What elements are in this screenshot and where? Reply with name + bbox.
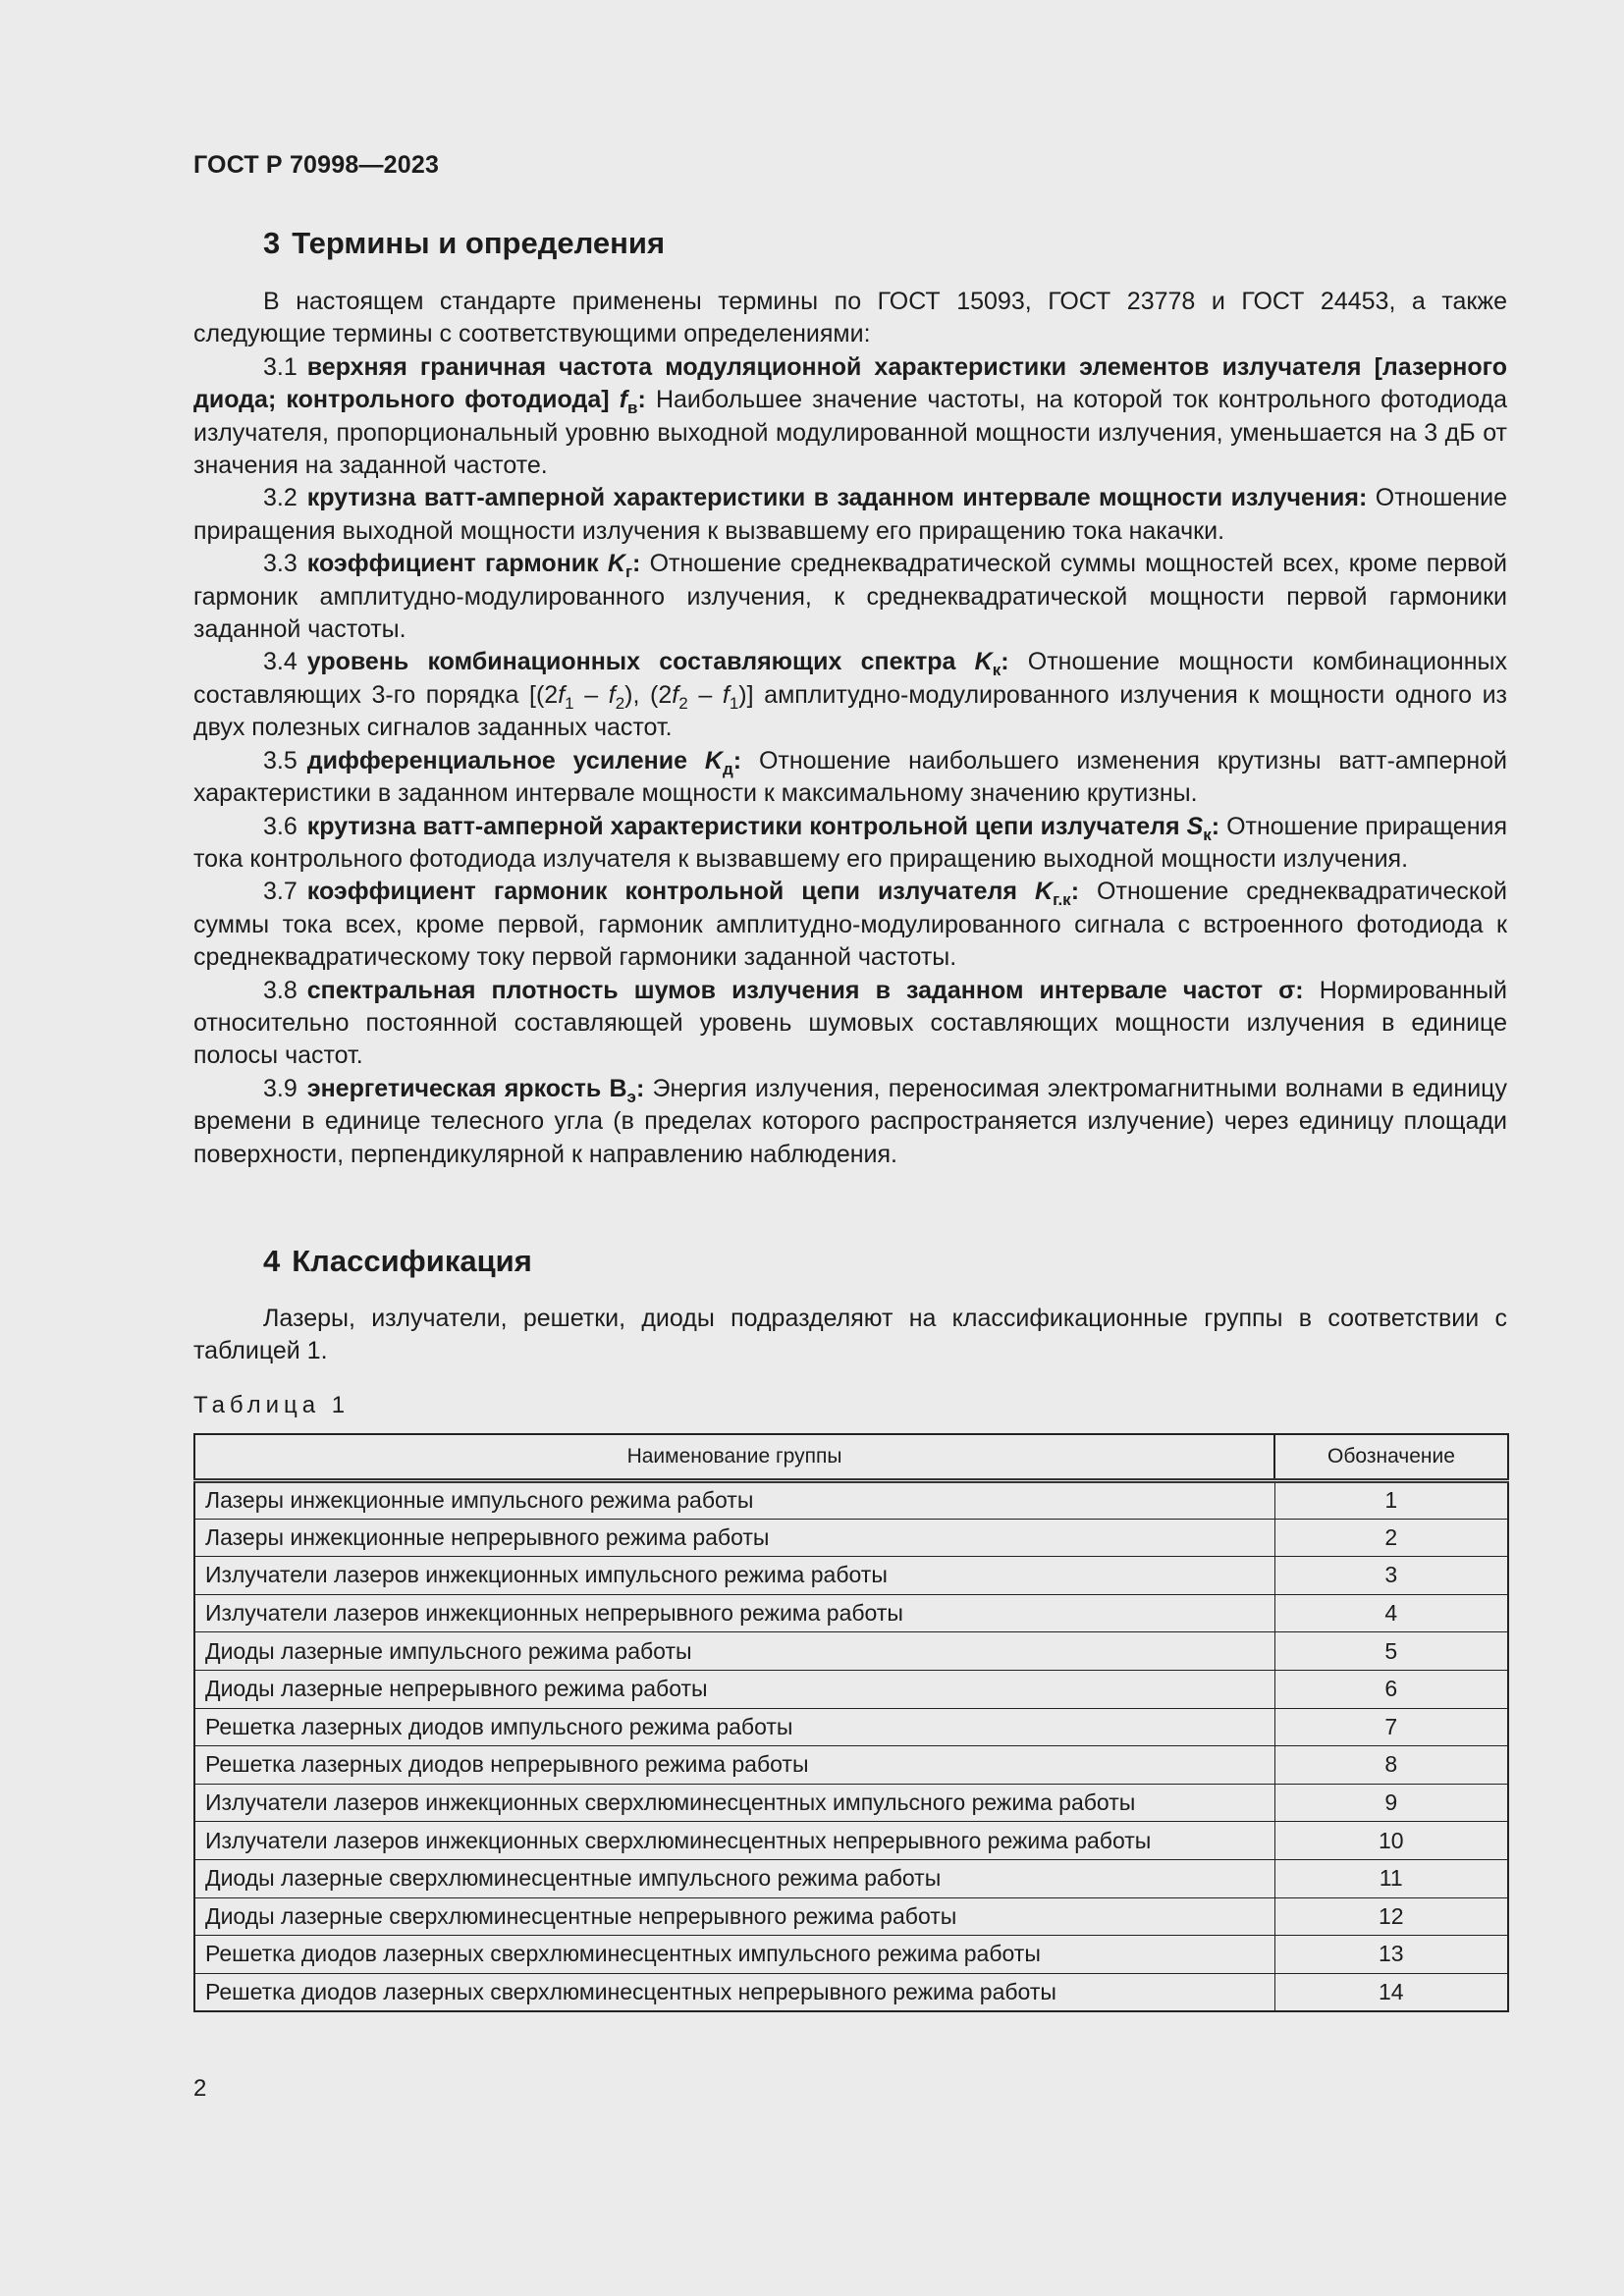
group-code: 4 (1274, 1594, 1508, 1632)
section-3-body (193, 286, 1507, 1171)
column-header-name: Наименование группы (194, 1434, 1274, 1481)
section-title: Классификация (292, 1244, 532, 1278)
table-row (194, 1784, 1508, 1822)
group-name: Решетка диодов лазерных сверхлюминесцентных непрерывного режима работы (194, 1973, 1274, 2011)
group-name: Излучатели лазеров инжекционных сверхлюминесцентных непрерывного режима работы (194, 1822, 1274, 1860)
term-title: верхняя граничная частота модуляционной характеристики элементов излучателя [лазерного диода; контрольного фотодиода] (193, 352, 1507, 414)
section-number: 4 (263, 1244, 281, 1278)
term-definition-a: Отношение мощности комбинационных составляющих 3-го порядка [(2 (193, 648, 1508, 709)
term-3-8: 3.8 спектральная плотность шумов излучения в заданном интервале частот σ: Нормированный относительно постоянной составляющей уровень шумовых составляющих мощности излучения в единице полосы частот. (193, 976, 1507, 1070)
group-name: Излучатели лазеров инжекционных сверхлюминесцентных импульсного режима работы (194, 1784, 1274, 1822)
term-3-2: 3.2 крутизна ватт-амперной характеристики в заданном интервале мощности излучения: Отношение приращения выходной мощности излучения к вызвавшему его приращению тока накачки. (193, 484, 1508, 545)
table-row (194, 1519, 1508, 1557)
term-symbol-sub: г (624, 562, 633, 582)
term-symbol-sub: к (1203, 825, 1212, 844)
term-definition: Отношение среднеквадратической суммы тока всех, кроме первой, гармоник амплитудно-модулированного сигнала с встроенного фотодиода к среднеквадратическому току первой гармоники заданной частоты. (193, 878, 1507, 972)
term-symbol: K (974, 648, 993, 676)
term-3-9: 3.9 энергетическая яркость $В_э$: Энергия излучения, переносимая электромагнитными волнами в единицу времени в единице телесного угла (в пределах которого распространяется излучение) через единицу площади поверхности, перпендикулярной к направлению наблюдения. (193, 1074, 1507, 1168)
term-number: 3.5 (263, 746, 298, 774)
formula-minus: – (687, 680, 723, 709)
group-code: 1 (1274, 1481, 1508, 1520)
term-definition: Энергия излучения, переносимая электромагнитными волнами в единицу времени в единице телесного угла (в пределах которого распространяется излучение) через единицу площади поверхности, перпендикулярной к направлению наблюдения. (193, 1074, 1507, 1168)
term-symbol: K (704, 746, 723, 774)
group-code: 12 (1274, 1897, 1508, 1936)
term-number: 3.2 (263, 484, 298, 512)
table-row (194, 1936, 1508, 1974)
term-3-3: 3.3 коэффициент гармоник $K_г$: Отношение среднеквадратической суммы мощностей всех, кроме первой гармоник амплитудно-модулированного излучения, к среднеквадратической мощности первой гармоники заданной частоты. (193, 550, 1507, 644)
group-name: Лазеры инжекционные непрерывного режима работы (194, 1519, 1274, 1557)
term-definition: Наибольшее значение частоты, на которой ток контрольного фотодиода излучателя, пропорциональный уровню выходной модулированной мощности излучения, уменьшается на 3 дБ от значения на заданной частоте. (193, 386, 1507, 480)
group-name: Диоды лазерные непрерывного режима работы (194, 1670, 1274, 1708)
group-code: 5 (1274, 1632, 1508, 1671)
formula-f: f (722, 680, 730, 709)
section-3-intro: В настоящем стандарте применены термины по ГОСТ 15093, ГОСТ 23778 и ГОСТ 24453, а также следующие термины с соответствующими определениями: (193, 288, 1507, 348)
term-title: уровень комбинационных составляющих спектра (306, 648, 956, 676)
term-symbol: f (619, 386, 628, 414)
term-title: крутизна ватт-амперной характеристики в заданном интервале мощности излучения (306, 484, 1359, 512)
group-code: 13 (1274, 1936, 1508, 1974)
group-code: 7 (1274, 1708, 1508, 1746)
section-4-body (193, 1303, 1507, 1368)
page-number: 2 (193, 2075, 207, 2102)
group-name: Излучатели лазеров инжекционных импульсного режима работы (194, 1557, 1274, 1595)
term-definition: Нормированный относительно постоянной составляющей уровень шумовых составляющих мощности излучения в единице полосы частот. (193, 976, 1507, 1070)
table-caption: Таблица 1 (193, 1392, 351, 1418)
group-code: 10 (1274, 1822, 1508, 1860)
group-code: 2 (1274, 1519, 1508, 1557)
group-code: 8 (1274, 1746, 1508, 1785)
term-3-5: 3.5 дифференциальное усиление $K_д$: Отношение наибольшего изменения крутизны ватт-амперной характеристики в заданном интервале мощности к максимальному значению крутизны. (193, 746, 1508, 808)
section-number: 3 (263, 226, 281, 260)
formula-f: f (672, 680, 679, 709)
classification-table (193, 1433, 1509, 2012)
term-number: 3.8 (263, 976, 298, 1004)
group-code: 9 (1274, 1784, 1508, 1822)
term-definition: Отношение приращения выходной мощности излучения к вызвавшему его приращению тока накачки. (193, 484, 1508, 545)
term-symbol: S (1186, 812, 1204, 840)
document-code: ГОСТ Р 70998—2023 (193, 151, 440, 179)
group-code: 14 (1274, 1973, 1508, 2011)
group-code: 6 (1274, 1670, 1508, 1708)
group-name: Излучатели лазеров инжекционных непрерывного режима работы (194, 1594, 1274, 1632)
term-definition-b: )] амплитудно-модулированного излучения к мощности одного из двух полезных сигналов заданных частот. (193, 680, 1508, 742)
table-row (194, 1632, 1508, 1671)
table-row (194, 1594, 1508, 1632)
formula-sub: 2 (615, 693, 625, 713)
formula-text: ), (2 (624, 680, 673, 709)
group-code: 3 (1274, 1557, 1508, 1595)
group-name: Решетка лазерных диодов непрерывного режима работы (194, 1746, 1274, 1785)
table-row (194, 1670, 1508, 1708)
table-row (194, 1557, 1508, 1595)
term-3-4: 3.4 уровень комбинационных составляющих спектра $K_к$: Отношение мощности комбинационных составляющих 3-го порядка [$(2f_1 - f_2)$, $(2f_2 - f_1)$] амплитудно-модулированного излучения к мощности одного из двух полезных сигналов заданных частот. (193, 648, 1508, 742)
column-header-code: Обозначение (1274, 1434, 1508, 1481)
term-title: спектральная плотность шумов излучения в заданном интервале частот σ (306, 976, 1296, 1004)
term-number: 3.1 (263, 352, 298, 381)
term-definition: Отношение среднеквадратической суммы мощностей всех, кроме первой гармоник амплитудно-модулированного излучения, к среднеквадратической мощности первой гармоники заданной частоты. (193, 550, 1507, 644)
group-name: Решетка диодов лазерных сверхлюминесцентных импульсного режима работы (194, 1936, 1274, 1974)
table-row (194, 1897, 1508, 1936)
term-number: 3.3 (263, 550, 298, 578)
table-row (194, 1746, 1508, 1785)
formula-sub: 2 (678, 693, 688, 713)
group-code: 11 (1274, 1859, 1508, 1897)
table-header-row (194, 1434, 1508, 1481)
term-symbol: K (1035, 878, 1054, 906)
term-title: крутизна ватт-амперной характеристики контрольной цепи излучателя (306, 812, 1180, 840)
term-number: 3.7 (263, 878, 298, 906)
term-symbol-sub: к (992, 661, 1001, 680)
term-number: 3.4 (263, 648, 298, 676)
term-3-7: 3.7 коэффициент гармоник контрольной цепи излучателя $K_{г.к}$: Отношение среднеквадратической суммы тока всех, кроме первой, гармоник амплитудно-модулированного сигнала с встроенного фотодиода к среднеквадратическому току первой гармоники заданной частоты. (193, 878, 1507, 972)
term-symbol-sub: д (722, 759, 733, 778)
term-title: коэффициент гармоник (306, 550, 599, 578)
table-row (194, 1708, 1508, 1746)
section-title: Термины и определения (292, 226, 666, 260)
group-name: Решетка лазерных диодов импульсного режима работы (194, 1708, 1274, 1746)
term-title: энергетическая яркость В (306, 1074, 627, 1102)
term-definition: Отношение наибольшего изменения крутизны ватт-амперной характеристики в заданном интервале мощности к максимальному значению крутизны. (193, 746, 1508, 808)
term-symbol-sub: г.к (1053, 890, 1071, 910)
section-4-heading (263, 1244, 532, 1279)
term-number: 3.6 (263, 812, 298, 840)
formula-sub: 1 (729, 693, 739, 713)
group-name: Диоды лазерные сверхлюминесцентные импульсного режима работы (194, 1859, 1274, 1897)
formula-sub: 1 (565, 693, 574, 713)
group-name: Лазеры инжекционные импульсного режима работы (194, 1481, 1274, 1520)
term-3-6: 3.6 крутизна ватт-амперной характеристики контрольной цепи излучателя $S_к$: Отношение приращения тока контрольного фотодиода излучателя к вызвавшему его приращению выходной мощности излучения. (193, 812, 1508, 873)
term-definition: Отношение приращения тока контрольного фотодиода излучателя к вызвавшему его приращению выходной мощности излучения. (193, 812, 1508, 873)
table-row (194, 1973, 1508, 2011)
term-symbol-sub: э (626, 1087, 636, 1106)
term-symbol-sub: в (627, 399, 638, 418)
group-name: Диоды лазерные сверхлюминесцентные непрерывного режима работы (194, 1897, 1274, 1936)
table-row (194, 1822, 1508, 1860)
formula-f: f (558, 680, 566, 709)
section-4-intro: Лазеры, излучатели, решетки, диоды подразделяют на классификационные группы в соответствии с таблицей 1. (193, 1305, 1507, 1365)
term-3-1: 3.1 верхняя граничная частота модуляционной характеристики элементов излучателя [лазерного диода; контрольного фотодиода] $f_в$: Наибольшее значение частоты, на которой ток контрольного фотодиода излучателя, пропорциональный уровню выходной модулированной мощности излучения, уменьшается на 3 дБ от значения на заданной частоте. (193, 352, 1507, 480)
formula-f: f (608, 680, 616, 709)
term-title: дифференциальное усиление (306, 746, 688, 774)
group-name: Диоды лазерные импульсного режима работы (194, 1632, 1274, 1671)
term-title: коэффициент гармоник контрольной цепи излучателя (306, 878, 1017, 906)
formula-minus: – (573, 680, 609, 709)
table-row (194, 1859, 1508, 1897)
section-3-heading (263, 226, 665, 261)
term-symbol: K (607, 550, 625, 578)
term-number: 3.9 (263, 1074, 298, 1102)
table-row (194, 1481, 1508, 1520)
